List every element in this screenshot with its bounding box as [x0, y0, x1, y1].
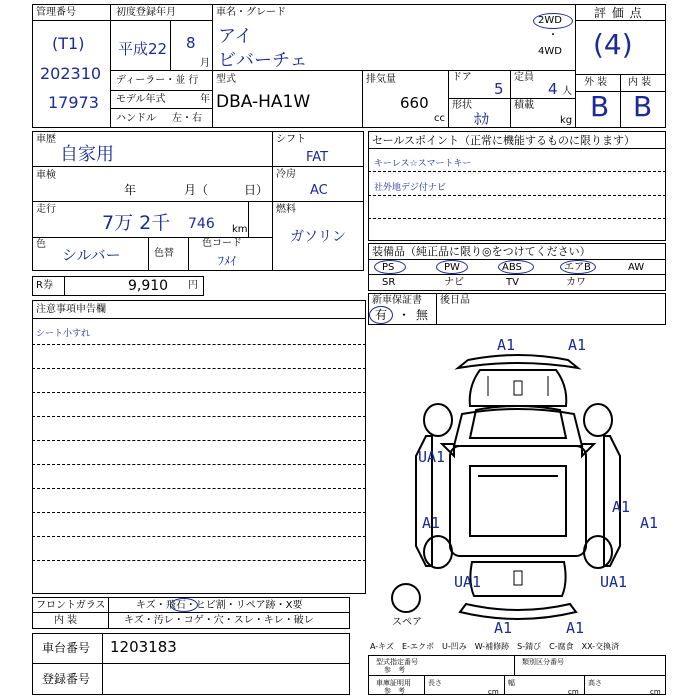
recycle-label: R券 [36, 280, 53, 291]
len-label: 長さ [428, 679, 442, 687]
damage-a1-left: A1 [422, 514, 441, 532]
frame-value: 1203183 [110, 638, 177, 656]
wid-unit: cm [568, 688, 579, 696]
reg-label: 登録番号 [42, 672, 91, 686]
fuel-label: 燃料 [276, 204, 296, 215]
kanri-value2: 202310 [40, 64, 102, 83]
displacement-label: 排気量 [366, 74, 396, 85]
model-value: DBA-HA1W [216, 92, 311, 112]
damage-legend: A-キズ E-エクボ U-凹み W-補修跡 S-錆び C-腐食 XX-交換済 [370, 642, 620, 651]
shaken-label: 車検 [36, 170, 56, 181]
selling-label: セールスポイント（正常に機能するものに限ります） [372, 134, 636, 147]
displacement-unit: cc [434, 113, 445, 124]
len-unit: cm [488, 688, 499, 696]
damage-a1-right-inner: A1 [612, 498, 631, 516]
model-year-label: モデル年式 [116, 94, 166, 105]
first-reg-label: 初度登録年月 [116, 7, 176, 18]
drive-4wd: 4WD [538, 46, 562, 57]
later-label: 後日品 [440, 295, 470, 306]
interior-label: 内 装 [54, 615, 78, 626]
recycle-unit: 円 [188, 280, 198, 291]
color-value: シルバー [62, 246, 121, 264]
shape-value: ﾎｶ [474, 110, 490, 128]
handle-label: ハンドル [116, 113, 156, 124]
cert-label: 車庫証明用 [376, 679, 411, 687]
kanri-value3: 17973 [48, 93, 99, 112]
damage-a1-top-right: A1 [568, 336, 587, 354]
warranty-yes: 有 [375, 308, 388, 322]
history-label: 車歴 [36, 134, 56, 145]
mileage-unit: km [232, 224, 248, 235]
spec-label: 型式指定番号 [376, 658, 418, 666]
displacement-value: 660 [400, 94, 429, 112]
spare-label: スペア [392, 617, 422, 628]
interior-opts: キズ・汚レ・コゲ・穴・スレ・キレ・破レ [124, 615, 314, 626]
ac-value: AC [310, 183, 328, 198]
car-name-line2: ビバーチェ [218, 50, 308, 71]
kanri-label: 管理番号 [36, 7, 76, 18]
equip-sr: SR [382, 277, 396, 288]
capacity-unit: 人 [562, 86, 572, 97]
damage-ua1-left: UA1 [418, 448, 446, 466]
rating-int-label: 内 装 [628, 77, 652, 88]
warranty-label: 新車保証書 [372, 295, 422, 306]
damage-a1-bottom-left: A1 [494, 619, 513, 637]
first-reg-month: 8 [186, 34, 196, 52]
color-code-value: ﾌﾒｲ [218, 254, 237, 268]
warranty-no: 無 [416, 308, 429, 322]
mileage-label: 走行 [36, 204, 56, 215]
recycle-value: 9,910 [128, 278, 169, 294]
car-name-label: 車名・グレード [216, 7, 286, 18]
repaint-label: 色替 [154, 248, 174, 259]
damage-a1-bottom-right: A1 [566, 619, 585, 637]
drive-sep: ・ [548, 30, 558, 41]
damage-a1-top-left: A1 [497, 336, 516, 354]
rating-int: B [633, 90, 653, 123]
shift-label: シフト [276, 134, 306, 145]
equip-aw: AW [628, 262, 645, 273]
cert-ref: 参 考 [384, 687, 405, 695]
shaken-year: 年 [124, 183, 137, 197]
capacity-value: 4 [548, 80, 558, 98]
recycle-section [32, 276, 204, 296]
history-value: 自家用 [60, 144, 114, 165]
class-label: 類別区分番号 [522, 658, 564, 666]
warranty-sep: ・ [398, 308, 411, 322]
selling-item-1: キーレス☆スマートキー [374, 159, 472, 169]
glass-opts: キズ・飛石・ヒビ割・リペア跡・X要 [136, 600, 303, 611]
shift-value: FAT [306, 150, 329, 165]
mileage-value: 7万 2千 [102, 212, 171, 234]
car-name-line1: アイ [218, 26, 253, 47]
rating-value: (4) [593, 28, 633, 61]
spec-ref: 参 考 [384, 666, 405, 674]
drive-2wd: 2WD [538, 15, 562, 26]
shape-label: 形状 [452, 100, 472, 111]
notes-line1: シート小すれ [36, 329, 91, 339]
wid-label: 幅 [508, 679, 515, 687]
first-reg-era: 平成22 [118, 40, 168, 58]
capacity-label: 定員 [514, 72, 534, 83]
hgt-unit: cm [650, 688, 661, 696]
shaken-month: 月（ [184, 183, 209, 197]
model-label: 型式 [216, 74, 236, 85]
equip-airb: エアB [564, 262, 591, 273]
equip-label: 装備品（純正品に限り◎をつけてください） [372, 245, 591, 258]
hgt-label: 高さ [588, 679, 602, 687]
equip-navi: ナビ [444, 277, 464, 288]
equip-abs: ABS [502, 262, 522, 273]
first-reg-month-unit: 月 [200, 58, 210, 69]
load-unit: kg [560, 115, 573, 126]
doors-label: ドア [452, 72, 472, 83]
damage-a1-right: A1 [640, 514, 659, 532]
damage-ua1-bottom-right: UA1 [600, 573, 628, 591]
glass-stone-circle [170, 598, 198, 612]
equip-ps: PS [382, 262, 395, 273]
equip-tv: TV [506, 277, 519, 288]
doors-value: 5 [494, 80, 504, 98]
load-label: 積載 [514, 100, 534, 111]
damage-ua1-bottom-left: UA1 [454, 573, 482, 591]
mileage-value2: 746 [188, 216, 215, 232]
dealer-label: ディーラー・並 行 [116, 75, 199, 86]
ac-label: 冷房 [276, 169, 296, 180]
equip-pw: PW [444, 262, 460, 273]
frame-label: 車台番号 [42, 641, 91, 655]
kanri-value1: (T1) [52, 34, 85, 53]
equip-leather: カワ [566, 277, 586, 288]
shaken-day: 日） [244, 183, 269, 197]
color-label: 色 [36, 239, 46, 250]
color-code-label: 色コード [202, 238, 242, 249]
fuel-value: ガソリン [290, 229, 346, 245]
notes-label: 注意事項申告欄 [36, 304, 106, 315]
model-year-unit: 年 [200, 94, 210, 105]
rating-label: 評 価 点 [594, 6, 643, 20]
handle-opts: 左・右 [172, 113, 202, 124]
rating-ext: B [590, 90, 610, 123]
selling-item-2: 社外地デジ付ナビ [374, 183, 446, 193]
glass-label: フロントガラス [36, 600, 106, 611]
rating-ext-label: 外 装 [584, 77, 608, 88]
